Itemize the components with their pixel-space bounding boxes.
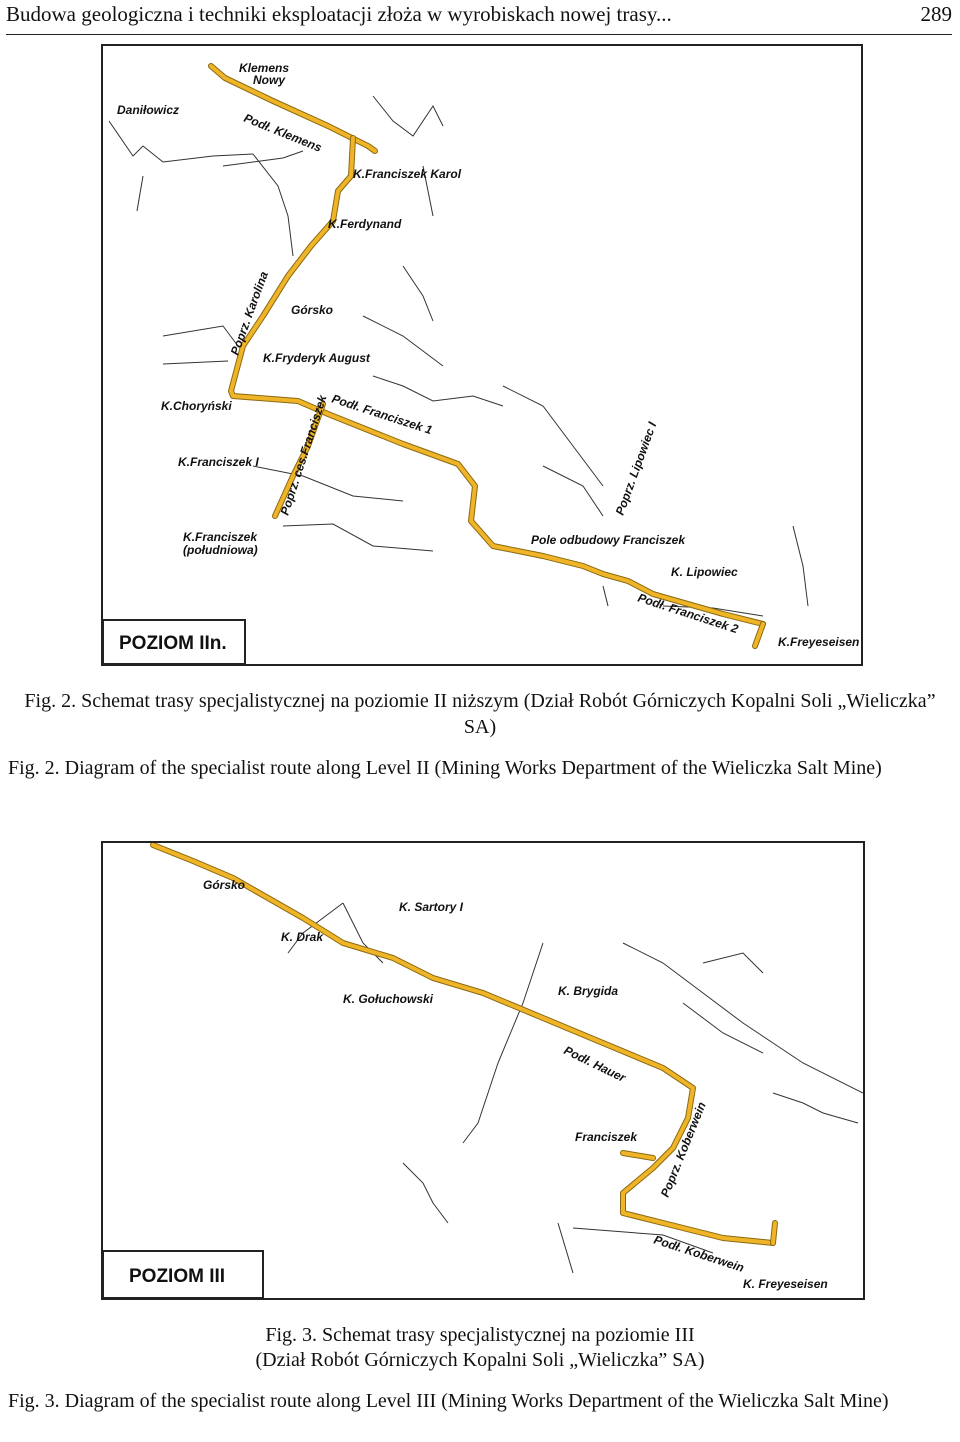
label-podl-koberwein: Podł. Koberwein: [652, 1232, 746, 1275]
label-gorsko: Górsko: [203, 878, 246, 892]
label-k-franciszek-i: K.Franciszek I: [178, 455, 259, 469]
label-k-goluchowski: K. Gołuchowski: [343, 992, 434, 1006]
label-k-chorynski: K.Choryński: [161, 399, 232, 413]
caption-fig2-pl: Fig. 2. Schemat trasy specjalistycznej na poziomie II niższym (Dział Robót Górniczych Kopalni Soli „Wieliczka” SA): [24, 690, 936, 738]
running-title: Budowa geologiczna i techniki eksploatacji złoża w wyrobiskach nowej trasy...: [6, 2, 672, 26]
label-k-franciszek-pld: K.Franciszek: [183, 530, 258, 544]
label-klemens-nowy-2: Nowy: [253, 73, 286, 87]
label-k-fryderyk-august: K.Fryderyk August: [263, 351, 370, 365]
caption-fig3-pl-line1: Fig. 3. Schemat trasy specjalistycznej na poziomie III: [265, 1324, 695, 1346]
label-klemens-nowy: Klemens: [239, 61, 290, 75]
label-k-sartory: K. Sartory I: [399, 900, 464, 914]
label-podl-hauer: Podł. Hauer: [561, 1043, 628, 1085]
label-podl-franciszek-1: Podł. Franciszek 1: [330, 391, 434, 438]
label-k-freyeseisen: K. Freyeseisen: [743, 1277, 828, 1291]
label-poprz-ces-franciszek: Poprz. ces.Franciszek: [277, 393, 330, 517]
label-k-ferdynand: K.Ferdynand: [328, 217, 402, 231]
label-podl-franciszek-2: Podł. Franciszek 2: [636, 590, 740, 637]
label-k-drak: K. Drak: [281, 930, 324, 944]
label-poprz-lipowiec: Poprz. Lipowiec I: [612, 420, 660, 518]
page-number: 289: [920, 2, 952, 26]
running-header: [6, 0, 952, 35]
label-k-franciszek-karol: K.Franciszek Karol: [353, 167, 462, 181]
figure-3-map: [101, 841, 865, 1300]
label-danilowicz: Daniłowicz: [117, 103, 180, 117]
label-poprz-karolina: Poprz. Karolina: [227, 269, 271, 358]
level-label: POZIOM III: [129, 1266, 226, 1287]
caption-fig3-en: Fig. 3. Diagram of the specialist route along Level III (Mining Works Department of the Wieliczka Salt Mine): [8, 1390, 889, 1412]
figure-2-svg: [103, 46, 861, 664]
label-podl-klemens: Podł. Klemens: [241, 110, 324, 155]
specialist-route-level-3: [153, 845, 775, 1243]
map-background-lines: [288, 903, 863, 1273]
label-k-brygida: K. Brygida: [558, 984, 619, 998]
label-franciszek: Franciszek: [575, 1130, 638, 1144]
figure-3-svg: [103, 843, 863, 1298]
caption-fig2-en: Fig. 2. Diagram of the specialist route along Level II (Mining Works Department of the Wieliczka Salt Mine): [8, 757, 882, 779]
label-gorsko: Górsko: [291, 303, 334, 317]
caption-fig3-pl-line2: (Dział Robót Górniczych Kopalni Soli „Wieliczka” SA): [255, 1349, 705, 1371]
label-pole-odbudowy: Pole odbudowy Franciszek: [531, 533, 686, 547]
label-k-franciszek-pld-2: (południowa): [183, 543, 258, 557]
label-poprz-koberwein: Poprz. Koberwein: [657, 1099, 709, 1200]
figure-2-map: [101, 44, 863, 666]
label-k-freyeseisen: K.Freyeseisen: [778, 635, 860, 649]
level-label: POZIOM IIn.: [119, 633, 227, 654]
label-k-lipowiec: K. Lipowiec: [671, 565, 738, 579]
